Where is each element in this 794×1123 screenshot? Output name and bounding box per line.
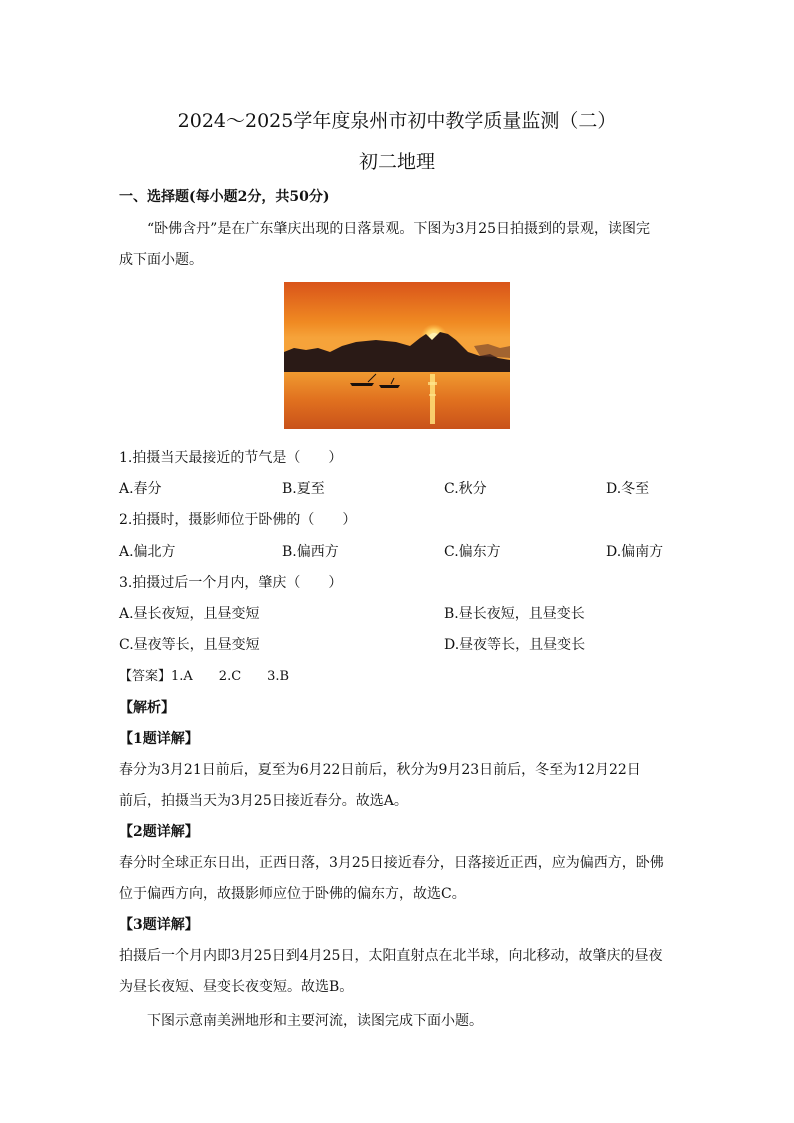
question-2-option-c: C.偏东方 xyxy=(444,544,501,560)
question-1-option-b: B.夏至 xyxy=(282,481,325,497)
page-subtitle: 初二地理 xyxy=(358,151,435,173)
intro-line-2: 成下面小题。 xyxy=(119,252,203,268)
q1-analysis-line-1: 春分为3月21日前后，夏至为6月22日前后，秋分为9月23日前后，冬至为12月22日 xyxy=(119,762,641,778)
question-3-option-b: B.昼长夜短，且昼变长 xyxy=(444,606,585,622)
question-2-stem: 2.拍摄时，摄影师位于卧佛的（ ） xyxy=(119,512,357,528)
question-2-option-b: B.偏西方 xyxy=(282,544,339,560)
page-title: 2024～2025学年度泉州市初中教学质量监测（二） xyxy=(177,110,617,132)
answer-line: 【答案】1.A 2.C 3.B xyxy=(119,669,290,684)
q3-analysis-line-1: 拍摄后一个月内即3月25日到4月25日，太阳直射点在北半球，向北移动，故肇庆的昼夜 xyxy=(119,948,663,964)
question-1-option-a: A.春分 xyxy=(119,481,162,497)
q2-analysis-label: 【2题详解】 xyxy=(119,824,199,840)
question-3-option-a: A.昼长夜短，且昼变短 xyxy=(119,606,260,622)
question-1-stem: 1.拍摄当天最接近的节气是（ ） xyxy=(119,450,343,466)
section-heading: 一、选择题(每小题2分，共50分) xyxy=(119,189,330,205)
sunset-photo xyxy=(284,282,510,429)
analysis-label: 【解析】 xyxy=(119,700,175,716)
q2-analysis-line-2: 位于偏西方向，故摄影师应位于卧佛的偏东方，故选C。 xyxy=(119,886,466,902)
question-1-option-d: D.冬至 xyxy=(606,481,650,497)
q3-analysis-line-2: 为昼长夜短、昼变长夜变短。故选B。 xyxy=(119,979,354,995)
intro-line-1: “卧佛含丹”是在广东肇庆出现的日落景观。下图为3月25日拍摄到的景观，读图完 xyxy=(147,221,651,237)
question-3-stem: 3.拍摄过后一个月内，肇庆（ ） xyxy=(119,575,343,591)
q1-analysis-label: 【1题详解】 xyxy=(119,731,199,747)
next-section-intro: 下图示意南美洲地形和主要河流，读图完成下面小题。 xyxy=(147,1013,483,1029)
question-3-option-d: D.昼夜等长，且昼变长 xyxy=(444,637,586,653)
question-1-option-c: C.秋分 xyxy=(444,481,487,497)
question-2-option-d: D.偏南方 xyxy=(606,544,664,560)
q1-analysis-line-2: 前后，拍摄当天为3月25日接近春分。故选A。 xyxy=(119,793,408,809)
q3-analysis-label: 【3题详解】 xyxy=(119,917,199,933)
question-3-option-c: C.昼夜等长，且昼变短 xyxy=(119,637,260,653)
question-2-option-a: A.偏北方 xyxy=(119,544,176,560)
q2-analysis-line-1: 春分时全球正东日出，正西日落，3月25日接近春分，日落接近正西，应为偏西方，卧佛 xyxy=(119,855,664,871)
